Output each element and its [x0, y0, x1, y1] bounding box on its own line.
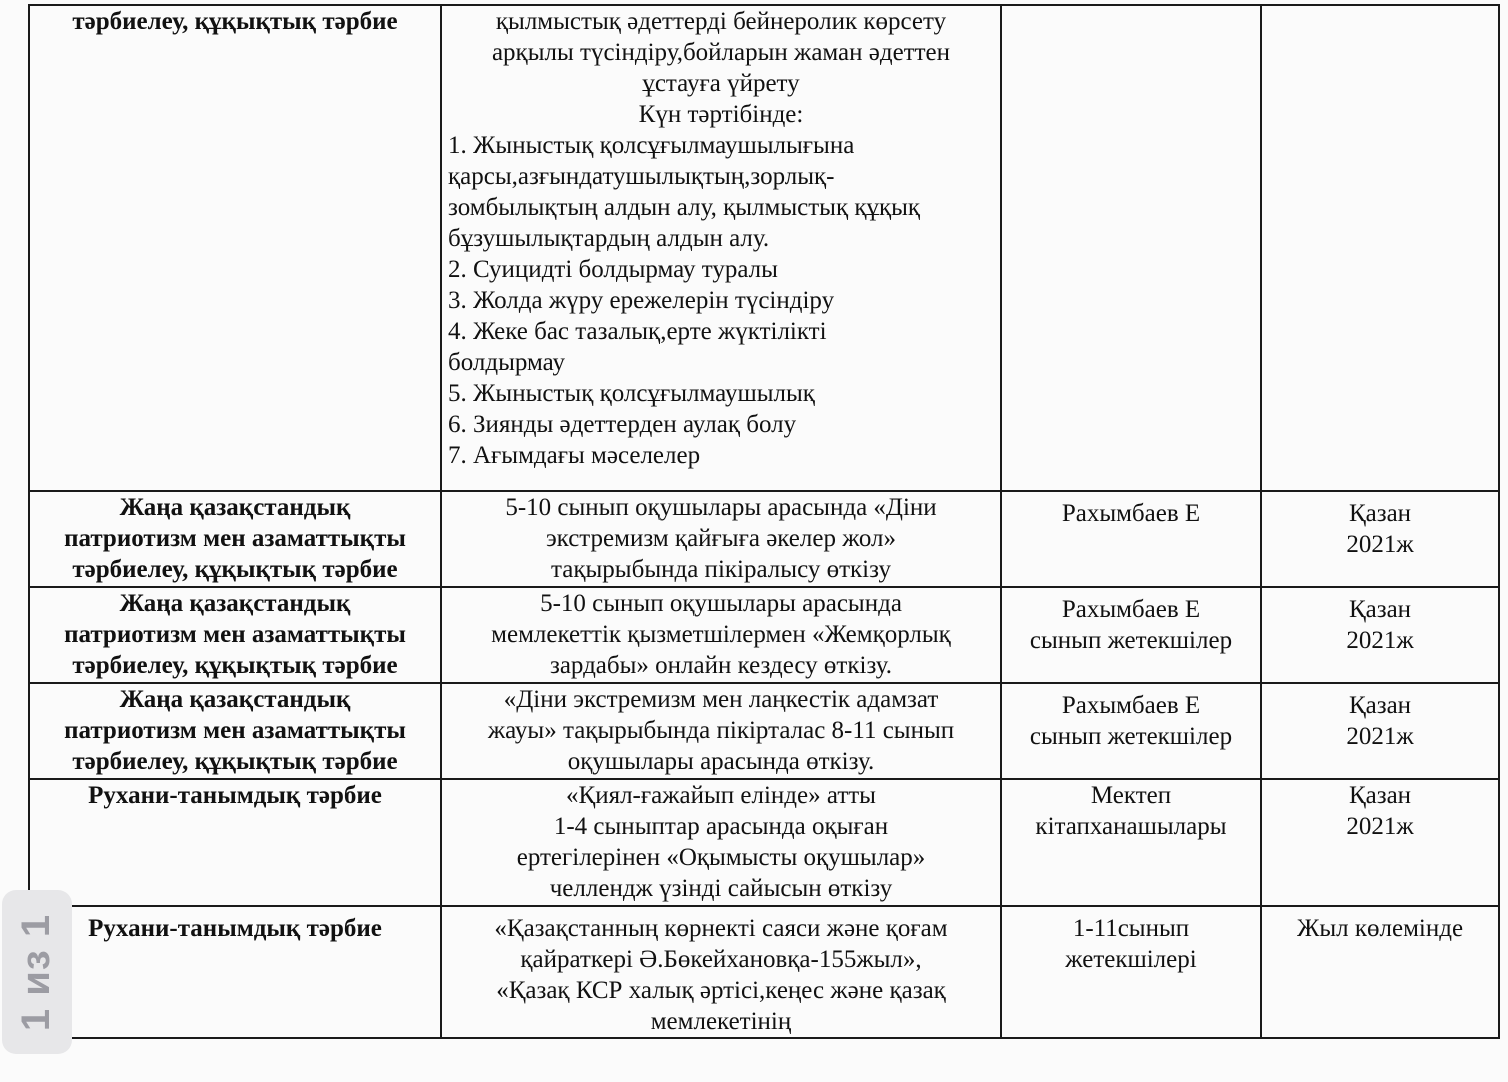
table-row — [29, 683, 1499, 779]
event-line: Күн тәртібінде: — [638, 101, 804, 128]
event-line: зардабы» онлайн кездесу өткізу. — [549, 652, 893, 679]
deadline-line: Қазан — [1348, 500, 1412, 527]
agenda-line: 2. Суицидті болдырмау туралы — [448, 256, 778, 283]
event-cell — [441, 779, 1001, 906]
direction-line: тәрбиелеу, құқықтық тәрбие — [72, 556, 398, 583]
deadline-cell — [1261, 779, 1499, 906]
event-cell — [441, 587, 1001, 683]
direction-line: Рухани-танымдық тәрбие — [88, 782, 382, 809]
event-cell — [441, 906, 1001, 1038]
event-line: оқушылары арасында өткізу. — [567, 748, 875, 775]
deadline-cell — [1261, 587, 1499, 683]
deadline-line: 2021ж — [1346, 627, 1414, 654]
direction-line: Жаңа қазақстандық — [119, 686, 351, 713]
event-line: 1-4 сыныптар арасында оқыған — [553, 813, 889, 840]
direction-line: патриотизм мен азаматтықты — [64, 525, 406, 552]
responsible-cell — [1001, 779, 1261, 906]
deadline-line: Қазан — [1348, 596, 1412, 623]
event-line: «Қазақстанның көрнекті саяси және қоғам — [494, 915, 948, 942]
direction-line: патриотизм мен азаматтықты — [64, 621, 406, 648]
agenda-line: 7. Ағымдағы мәселелер — [448, 442, 701, 469]
agenda-line: 1. Жыныстық қолсұғылмаушылығына — [448, 132, 855, 159]
agenda-line: бұзушылықтардың алдын алу. — [448, 225, 770, 252]
responsible-line: Мектеп — [1090, 782, 1172, 809]
event-line: ұстауға үйрету — [642, 70, 800, 97]
agenda-line: зомбылықтың алдын алу, қылмыстық құқық — [448, 194, 921, 221]
responsible-line: Рахымбаев Е — [1061, 596, 1201, 623]
direction-line: тәрбиелеу, құқықтық тәрбие — [72, 748, 398, 775]
event-line: қайраткері Ә.Бөкейхановқа-155жыл», — [520, 946, 922, 973]
direction-line: Рухани-танымдық тәрбие — [88, 915, 382, 942]
agenda-line: болдырмау — [448, 349, 565, 376]
deadline-line: 2021ж — [1346, 723, 1414, 750]
table-row — [29, 906, 1499, 1038]
responsible-cell — [1001, 587, 1261, 683]
deadline-line: Жыл көлемінде — [1296, 915, 1464, 942]
direction-line: Жаңа қазақстандық — [119, 494, 351, 521]
responsible-cell — [1001, 906, 1261, 1038]
event-line: экстремизм қайғыға әкелер жол» — [545, 525, 897, 552]
agenda-line: 5. Жыныстық қолсұғылмаушылық — [448, 380, 815, 407]
event-line: челлендж үзінді сайысын өткізу — [549, 875, 893, 902]
responsible-line: жетекшілері — [1065, 946, 1197, 973]
plan-table — [28, 4, 1500, 1039]
direction-cell — [29, 906, 441, 1038]
deadline-cell — [1261, 683, 1499, 779]
responsible-line: 1-11сынып — [1072, 915, 1190, 942]
responsible-cell — [1001, 491, 1261, 587]
agenda-line: 6. Зиянды әдеттерден аулақ болу — [448, 411, 797, 438]
responsible-cell — [1001, 683, 1261, 779]
deadline-line: Қазан — [1348, 692, 1412, 719]
table-row — [29, 587, 1499, 683]
event-line: «Қазақ КСР халық әртісі,кеңес және қазақ — [496, 977, 946, 1004]
responsible-line: кітапханашылары — [1035, 813, 1227, 840]
event-line: 5-10 сынып оқушылары арасында — [540, 590, 902, 617]
page-indicator — [2, 890, 72, 1054]
deadline-cell — [1261, 906, 1499, 1038]
deadline-line: Қазан — [1348, 782, 1412, 809]
agenda-line: қарсы,азғындатушылықтың,зорлық- — [448, 163, 835, 190]
event-line: қылмыстық әдеттерді бейнеролик көрсету — [495, 8, 947, 35]
event-line: «Қиял-ғажайып елінде» атты — [566, 782, 876, 809]
direction-cell — [29, 683, 441, 779]
event-cell — [441, 5, 1001, 491]
direction-line: тәрбиелеу, құқықтық тәрбие — [72, 652, 398, 679]
direction-cell — [29, 587, 441, 683]
direction-line: тәрбиелеу, құқықтық тәрбие — [72, 8, 398, 35]
event-line: ертегілерінен «Оқымысты оқушылар» — [516, 844, 926, 871]
page-indicator-text: 1 из 1 — [14, 913, 59, 1031]
deadline-cell — [1261, 5, 1499, 491]
table-row — [29, 779, 1499, 906]
responsible-line: Рахымбаев Е — [1061, 500, 1201, 527]
direction-cell — [29, 491, 441, 587]
event-line: арқылы түсіндіру,бойларын жаман әдеттен — [491, 39, 951, 66]
responsible-line: Рахымбаев Е — [1061, 692, 1201, 719]
event-line: «Діни экстремизм мен лаңкестік адамзат — [503, 686, 939, 713]
agenda-line: 3. Жолда жүру ережелерін түсіндіру — [448, 287, 835, 314]
event-line: 5-10 сынып оқушылары арасында «Діни — [505, 494, 937, 521]
responsible-cell — [1001, 5, 1261, 491]
direction-cell — [29, 5, 441, 491]
direction-line: Жаңа қазақстандық — [119, 590, 351, 617]
event-line: тақырыбында пікіралысу өткізу — [551, 556, 891, 583]
direction-cell — [29, 779, 441, 906]
event-line: мемлекеттік қызметшілермен «Жемқорлық — [491, 621, 951, 648]
direction-line: патриотизм мен азаматтықты — [64, 717, 406, 744]
event-cell — [441, 491, 1001, 587]
event-line: жауы» тақырыбында пікірталас 8-11 сынып — [487, 717, 955, 744]
table-row — [29, 491, 1499, 587]
responsible-line: сынып жетекшілер — [1029, 723, 1233, 750]
table-row — [29, 5, 1499, 491]
agenda-line: 4. Жеке бас тазалық,ерте жүктілікті — [448, 318, 827, 345]
event-line: мемлекетінің — [650, 1008, 792, 1035]
deadline-cell — [1261, 491, 1499, 587]
deadline-line: 2021ж — [1346, 531, 1414, 558]
event-cell — [441, 683, 1001, 779]
deadline-line: 2021ж — [1346, 813, 1414, 840]
responsible-line: сынып жетекшілер — [1029, 627, 1233, 654]
